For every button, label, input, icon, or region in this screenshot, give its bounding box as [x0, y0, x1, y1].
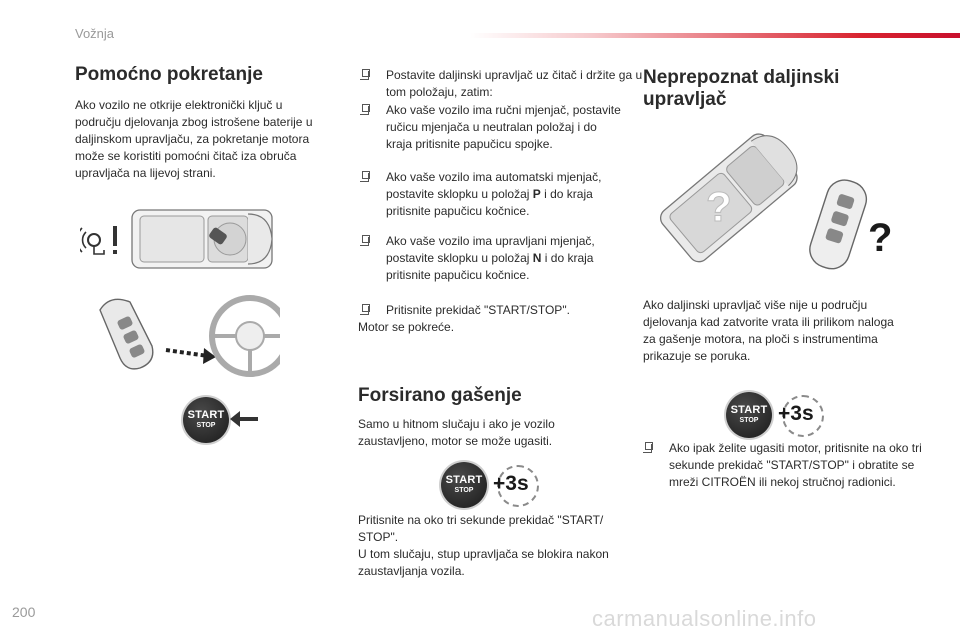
- start-label: START: [445, 474, 483, 486]
- key-fob-reader-illustration: [90, 290, 280, 390]
- header-rule: [470, 33, 960, 38]
- bullet-text: Ako ipak želite ugasiti motor, pritisnite na oko tri sekunde prekidač "START/STOP" i obratite se mreži CITROËN ili nekoj stručnoj radionici.: [669, 441, 922, 489]
- checkbox-bullet-icon: [643, 444, 652, 453]
- forced-stop-text: Pritisnite na oko tri sekunde prekidač "START/ STOP". U tom slučaju, stup upravljača se blokira nakon zaustavljanja vozila.: [358, 513, 609, 578]
- bullet-automatic-gearbox: [360, 169, 631, 220]
- steering-wheel-icon: [212, 298, 280, 374]
- title-auxiliary-start: Pomoćno pokretanje: [75, 64, 263, 85]
- title-forced-stop: Forsirano gašenje: [358, 385, 522, 406]
- bullet-text: Ako vaše vozilo ima automatski mjenjač, postavite sklopku u položaj: [386, 170, 602, 201]
- timer-3s-label: +3s: [493, 472, 529, 495]
- checkbox-bullet-icon: [360, 106, 369, 115]
- car-outline: [657, 125, 809, 266]
- stop-label: STOP: [739, 417, 759, 424]
- auxiliary-start-intro: Ako vozilo ne otkrije elektronički ključ u području djelovanja zbog istrošene baterije u daljinskom upravljaču, za pokretanje motora može se koristiti pomoćni čitač iza obruča upravljača na lijevoj strani.: [75, 98, 313, 180]
- start-label: START: [730, 404, 768, 416]
- gear-position-n: N: [532, 251, 542, 265]
- key-fob-icon: [100, 299, 153, 369]
- bullet-press-start-stop: [360, 302, 636, 319]
- bullet-hold-remote: [360, 67, 648, 101]
- car-top-view-illustration: [80, 200, 280, 280]
- car-outline: [132, 210, 272, 268]
- bullet-switch-off-anyway: [643, 440, 924, 491]
- forced-stop-intro: Samo u hitnom slučaju i ako je vozilo zaustavljeno, motor se može ugasiti.: [358, 417, 555, 448]
- unrecognised-remote-description: Ako daljinski upravljač više nije u području djelovanja kad zatvorite vrata ili prilikom naloga za gašenje motora, na ploči s instrumentima prikazuje se poruka.: [643, 298, 894, 363]
- bullet-text: i do kraja pritisnite papučicu kočnice.: [386, 187, 593, 218]
- arrow-left-icon: [228, 408, 260, 430]
- bullet-text: Pritisnite prekidač "START/STOP".: [386, 303, 570, 317]
- stop-label: STOP: [196, 422, 216, 429]
- bullet-text: Postavite daljinski upravljač uz čitač i držite ga u tom položaju, zatim:: [386, 68, 643, 99]
- checkbox-bullet-icon: [360, 71, 369, 80]
- bullet-piloted-gearbox: [360, 233, 631, 284]
- stop-label: STOP: [454, 487, 474, 494]
- key-warning-icon: [80, 226, 117, 254]
- engine-starts-text: Motor se pokreće.: [358, 320, 455, 334]
- start-label: START: [187, 409, 225, 421]
- start-stop-button-icon: [441, 462, 487, 508]
- question-mark-icon: ?: [868, 216, 893, 260]
- checkbox-bullet-icon: [360, 237, 369, 246]
- start-stop-button-icon: [726, 392, 772, 438]
- checkbox-bullet-icon: [360, 173, 369, 182]
- checkbox-bullet-icon: [360, 306, 369, 315]
- title-unrecognised-remote: Neprepoznat daljinski upravljač: [643, 67, 840, 110]
- section-label: Vožnja: [75, 26, 115, 41]
- page-number: 200: [12, 604, 36, 620]
- bullet-text: Ako vaše vozilo ima upravljani mjenjač, postavite sklopku u položaj: [386, 234, 595, 265]
- start-stop-button-icon: [183, 397, 229, 443]
- timer-3s-label: +3s: [778, 402, 814, 425]
- bullet-text: Ako vaše vozilo ima ručni mjenjač, postavite ručicu mjenjača u neutralan položaj i do kraja pritisnite papučicu spojke.: [386, 103, 621, 151]
- bullet-text: i do kraja pritisnite papučicu kočnice.: [386, 251, 594, 282]
- car-unrecognised-remote-illustration: [650, 125, 900, 285]
- bullet-manual-gearbox: [360, 102, 626, 153]
- key-fob-icon: [805, 175, 871, 273]
- gear-position-p: P: [532, 187, 541, 201]
- watermark: carmanualsonline.info: [592, 606, 817, 631]
- question-mark-car: ?: [706, 183, 732, 230]
